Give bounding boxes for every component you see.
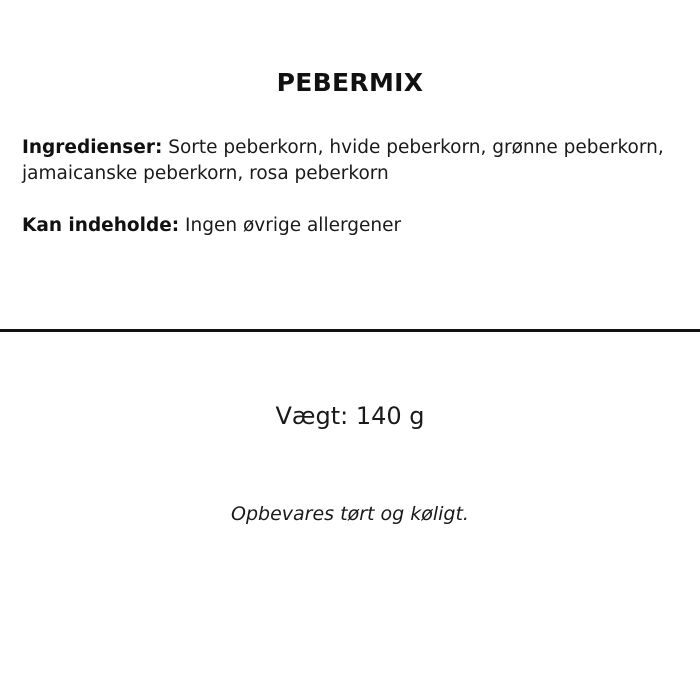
allergens-section (22, 213, 682, 239)
ingredients-section (22, 135, 682, 187)
allergens-text: Ingen øvrige allergener (179, 215, 402, 236)
storage-instructions: Opbevares tørt og køligt. (231, 503, 469, 525)
section-divider (0, 329, 700, 332)
ingredients-text: Sorte peberkorn, hvide peberkorn, grønne peberkorn, jamaicanske peberkorn, rosa peberkorn (22, 137, 664, 184)
allergens-label: Kan indeholde: (22, 215, 180, 236)
net-weight: Vægt: 140 g (275, 402, 425, 430)
ingredients-label: Ingredienser: (22, 137, 163, 158)
product-title: PEBERMIX (276, 68, 424, 97)
